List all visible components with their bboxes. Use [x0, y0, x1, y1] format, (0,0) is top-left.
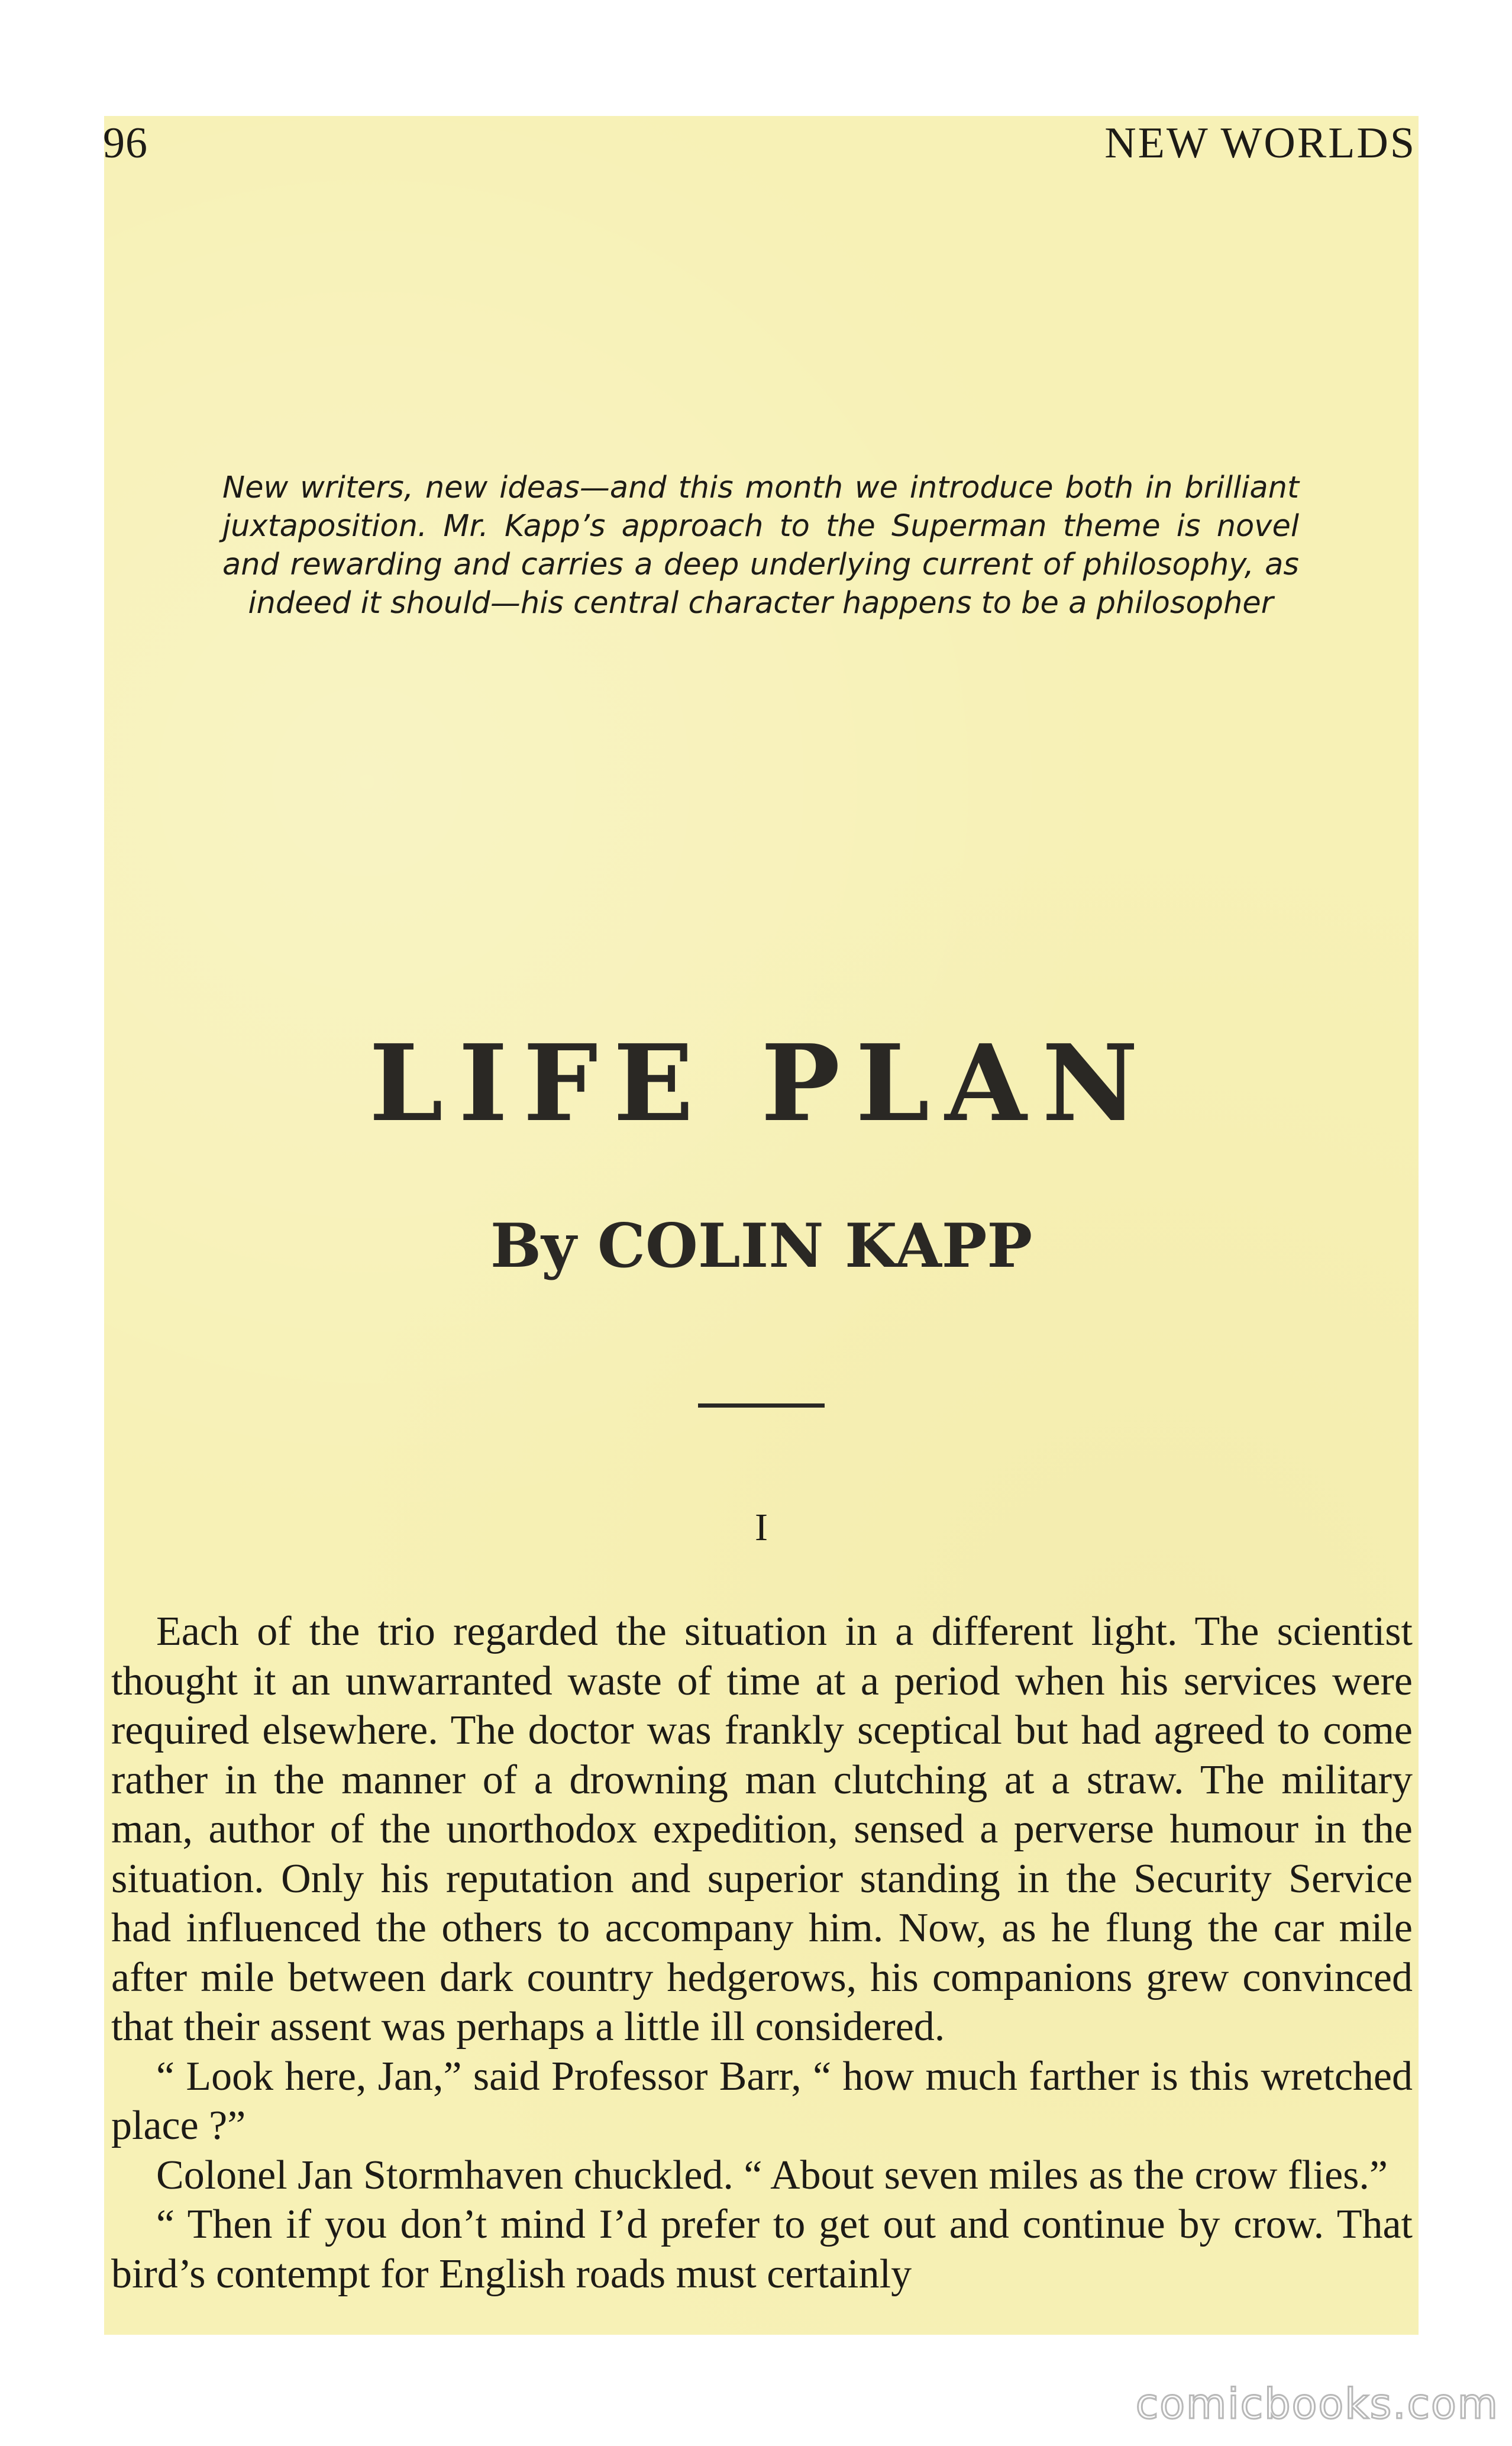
- magazine-page: [104, 116, 1419, 2335]
- body-paragraph: Colonel Jan Stormhaven chuckled. “ About seven miles as the crow flies.”: [156, 2152, 1388, 2198]
- story-body: [111, 1607, 1413, 2299]
- running-head: [104, 116, 1419, 169]
- story-byline: By COLIN KAPP: [490, 1211, 1033, 1282]
- story-title: LIFE PLAN: [369, 1021, 1154, 1145]
- magazine-name: NEW WORLDS: [1104, 119, 1416, 167]
- body-paragraph: Each of the trio regarded the situation in a different light. The scientist thought it an unwarranted waste of time at a period when his services were required elsewhere. The doctor was frankly sceptical but had agreed to come rather in the manner of a drowning man clutching at a straw. The military man, author of the unorthodox expedition, sensed a perverse humour in the situation. Only his reputation and superior standing in the Security Service had influenced the others to accompany him. Now, as he flung the car mile after mile between dark country hedgerows, his companions grew convinced that their assent was perhaps a little ill considered.: [111, 1609, 1413, 2050]
- body-paragraph: “ Then if you don’t mind I’d prefer to get out and continue by crow. That bird’s contempt for English roads must certainly: [111, 2202, 1413, 2297]
- story-intro-blurb: New writers, new ideas—and this month we introduce both in brilliant juxtaposition. Mr. Kapp’s approach to the Superman theme is novel and rewarding and carries a deep underlying current of philosophy, as indeed it should—his central character happens to be a philosopher: [222, 470, 1299, 621]
- title-divider: [698, 1403, 825, 1408]
- section-number: I: [755, 1506, 768, 1549]
- page-number: 96: [103, 119, 148, 167]
- site-watermark: comicbooks.com: [1135, 2380, 1499, 2428]
- body-paragraph: “ Look here, Jan,” said Professor Barr, “ how much farther is this wretched place ?”: [111, 2053, 1413, 2148]
